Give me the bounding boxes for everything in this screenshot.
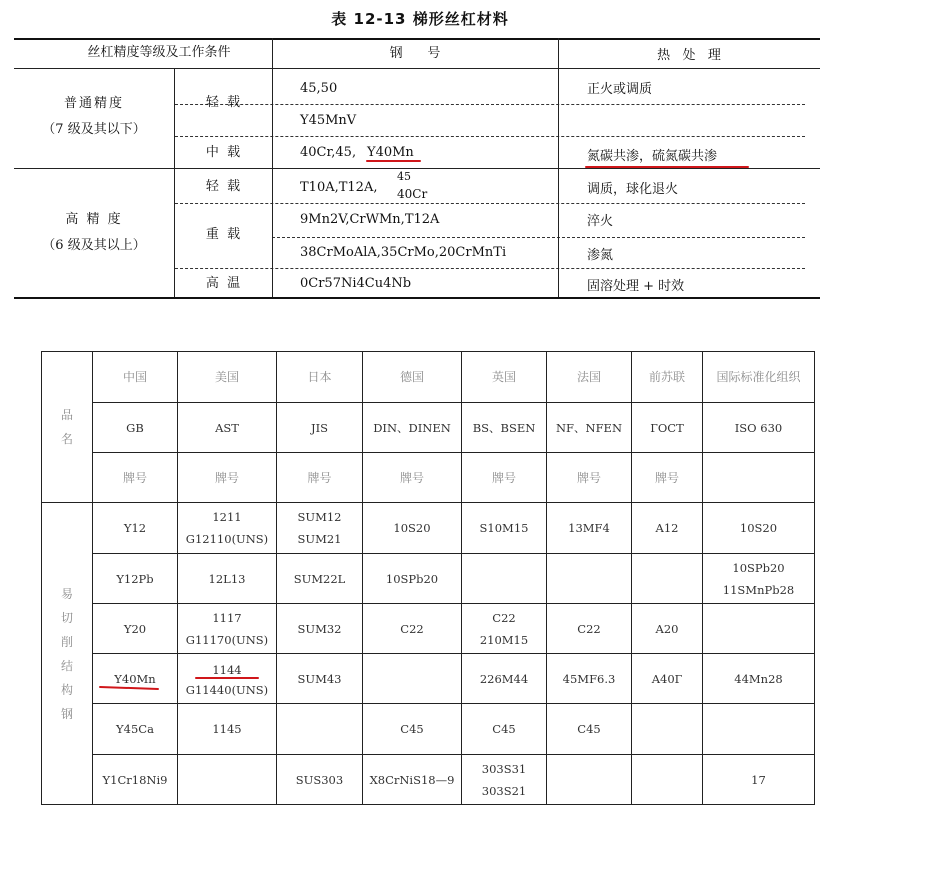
cell-fr: 13MF4 (547, 503, 632, 554)
cell-us (178, 654, 277, 704)
grade-label: 牌号 (462, 453, 547, 503)
heat-r5: 淬火 (587, 214, 614, 229)
country-row (42, 352, 815, 403)
cell-su: A40Г (632, 654, 703, 704)
header-steel: 钢 号 (389, 46, 441, 61)
cell-cn-y40mn: Y40Mn (114, 672, 156, 686)
table-row (42, 654, 815, 704)
cell-line: 1144 (212, 662, 242, 677)
side-char: 构 (60, 682, 73, 697)
side-char: 易 (60, 586, 73, 601)
standard-iso: ISO 630 (703, 403, 815, 453)
cell-line: 1211 (212, 510, 242, 524)
steel-r1: 45,50 (300, 81, 338, 96)
steel-r4-super: 45 (397, 170, 411, 183)
side-label-product-name (42, 352, 93, 503)
cell-de: 10SPb20 (363, 554, 462, 604)
grade-label-empty (703, 453, 815, 503)
row-light-2: 轻 载 (205, 179, 241, 194)
cell-de (363, 654, 462, 704)
side-label-free-cutting-steel (42, 503, 93, 805)
cell-cn: Y12Pb (93, 554, 178, 604)
country-japan: 日本 (277, 352, 363, 403)
cell-fr: C45 (547, 704, 632, 755)
table-row (42, 604, 815, 654)
standard-row (42, 403, 815, 453)
heat-r4: 调质，球化退火 (587, 182, 679, 197)
cell-uk: C45 (462, 704, 547, 755)
cell-cn: Y20 (93, 604, 178, 654)
cell-uk: S10M15 (462, 503, 547, 554)
standard-jis: JIS (277, 403, 363, 453)
cell-iso (703, 704, 815, 755)
steel-r7: 0Cr57Ni4Cu4Nb (300, 276, 412, 291)
header-rule (14, 68, 820, 69)
cell-jp: SUS303 (277, 755, 363, 805)
row-light: 轻 载 (205, 95, 241, 110)
row-heavy: 重 载 (205, 227, 241, 242)
table-row (42, 704, 815, 755)
top-rule (14, 38, 820, 40)
divider-light-medium (175, 136, 805, 137)
divider-light-heavy (175, 203, 805, 204)
row-high-temp: 高 温 (205, 276, 241, 291)
cell-iso: 44Mn28 (703, 654, 815, 704)
cell-fr (547, 554, 632, 604)
heat-r3: 氮碳共渗，硫氮碳共渗 (587, 149, 718, 164)
cell-line: 11SMnPb28 (722, 582, 795, 597)
cell-iso: 10S20 (703, 503, 815, 554)
cell-jp (277, 503, 363, 554)
high-precision-label: 高 精 度 (65, 212, 123, 227)
header-heat: 热 处 理 (657, 48, 721, 63)
grade-label: 牌号 (632, 453, 703, 503)
cell-uk: 226M44 (462, 654, 547, 704)
cell-cn: Y1Cr18Ni9 (93, 755, 178, 805)
cell-line: C22 (492, 610, 516, 625)
side-char: 名 (60, 432, 73, 446)
normal-precision-label: 普通精度 (63, 96, 124, 111)
cell-jp: SUM43 (277, 654, 363, 704)
country-uk: 英国 (462, 352, 547, 403)
cell-line: 10SPb20 (732, 560, 785, 575)
cell-cn: Y12 (93, 503, 178, 554)
cell-cn: Y45Ca (93, 704, 178, 755)
country-france: 法国 (547, 352, 632, 403)
cell-cn (93, 654, 178, 704)
steel-r3-y40mn: Y40Mn (367, 145, 414, 160)
normal-precision-sub: （7 级及其以下） (42, 122, 146, 137)
cell-line: 303S31 (481, 761, 527, 776)
cell-us: 12L13 (178, 554, 277, 604)
steel-r2: Y45MnV (300, 113, 357, 128)
heat-r6: 渗氮 (587, 248, 614, 263)
cell-su (632, 554, 703, 604)
cell-line: SUM21 (297, 532, 342, 546)
country-germany: 德国 (363, 352, 462, 403)
header-condition: 丝杠精度等级及工作条件 (87, 45, 231, 60)
cell-uk (462, 554, 547, 604)
steel-grade-comparison-table (41, 351, 815, 805)
cell-us: 1145 (178, 704, 277, 755)
grade-label-row (42, 453, 815, 503)
cell-us (178, 503, 277, 554)
steel-r3-prefix: 40Cr,45, (300, 145, 357, 160)
standard-gost: ГOCT (632, 403, 703, 453)
cell-us (178, 604, 277, 654)
cell-jp (277, 704, 363, 755)
country-china: 中国 (93, 352, 178, 403)
steel-r5: 9Mn2V,CrWMn,T12A (300, 212, 440, 227)
standard-bs: BS、BSEN (462, 403, 547, 453)
cell-line: 210M15 (479, 632, 529, 647)
cell-line: SUM12 (297, 510, 342, 524)
cell-iso (703, 554, 815, 604)
annotation-underline-cn-y40mn (99, 686, 159, 690)
table-row (42, 503, 815, 554)
standard-nf: NF、NFEN (547, 403, 632, 453)
cell-line: G11440(UNS) (185, 682, 269, 697)
cell-de: X8CrNiS18—9 (363, 755, 462, 805)
standard-gb: GB (93, 403, 178, 453)
heat-r1: 正火或调质 (587, 82, 653, 97)
side-char: 钢 (60, 706, 73, 721)
annotation-underline-nitrocarburizing (585, 166, 749, 168)
cell-fr: 45MF6.3 (547, 654, 632, 704)
cell-su: A20 (632, 604, 703, 654)
cell-de: C45 (363, 704, 462, 755)
standard-din: DIN、DINEN (363, 403, 462, 453)
row-medium: 中 载 (205, 145, 241, 160)
country-ussr: 前苏联 (632, 352, 703, 403)
cell-line: 303S21 (481, 783, 527, 798)
cell-de: 10S20 (363, 503, 462, 554)
grade-label: 牌号 (363, 453, 462, 503)
country-iso: 国际标准化组织 (703, 352, 815, 403)
cell-fr: C22 (547, 604, 632, 654)
standard-ast: AST (178, 403, 277, 453)
high-precision-sub: （6 级及其以上） (42, 238, 146, 253)
table-row (42, 554, 815, 604)
cell-us (178, 755, 277, 805)
side-char: 结 (60, 658, 73, 673)
bottom-rule (14, 297, 820, 299)
steel-r4-sub: 40Cr (397, 187, 428, 201)
cell-iso: 17 (703, 755, 815, 805)
col-divider-3 (558, 38, 559, 297)
divider-heavy-temp (175, 268, 805, 269)
cell-fr (547, 755, 632, 805)
cell-su (632, 755, 703, 805)
annotation-underline-y40mn (366, 160, 421, 162)
cell-su (632, 704, 703, 755)
country-usa: 美国 (178, 352, 277, 403)
side-char: 品 (60, 408, 73, 422)
cell-uk (462, 604, 547, 654)
divider-heavy-split (272, 237, 805, 238)
grade-label: 牌号 (93, 453, 178, 503)
side-char: 削 (60, 634, 73, 649)
section-rule (14, 168, 820, 169)
cell-line: G12110(UNS) (185, 532, 269, 546)
cell-jp: SUM32 (277, 604, 363, 654)
cell-line: 1117 (212, 610, 242, 625)
table-row (42, 755, 815, 805)
cell-su: A12 (632, 503, 703, 554)
cell-de: C22 (363, 604, 462, 654)
grade-label: 牌号 (178, 453, 277, 503)
heat-r7: 固溶处理 + 时效 (587, 279, 685, 294)
cell-line: G11170(UNS) (185, 632, 269, 647)
col-divider-2 (272, 38, 273, 297)
grade-label: 牌号 (277, 453, 363, 503)
table-title: 表 12-13 梯形丝杠材料 (331, 10, 509, 28)
grade-label: 牌号 (547, 453, 632, 503)
steel-r4: T10A,T12A, (300, 180, 378, 195)
side-char: 切 (60, 610, 73, 625)
cell-uk (462, 755, 547, 805)
cell-iso (703, 604, 815, 654)
cell-jp: SUM22L (277, 554, 363, 604)
steel-r6: 38CrMoAlA,35CrMo,20CrMnTi (300, 245, 507, 260)
